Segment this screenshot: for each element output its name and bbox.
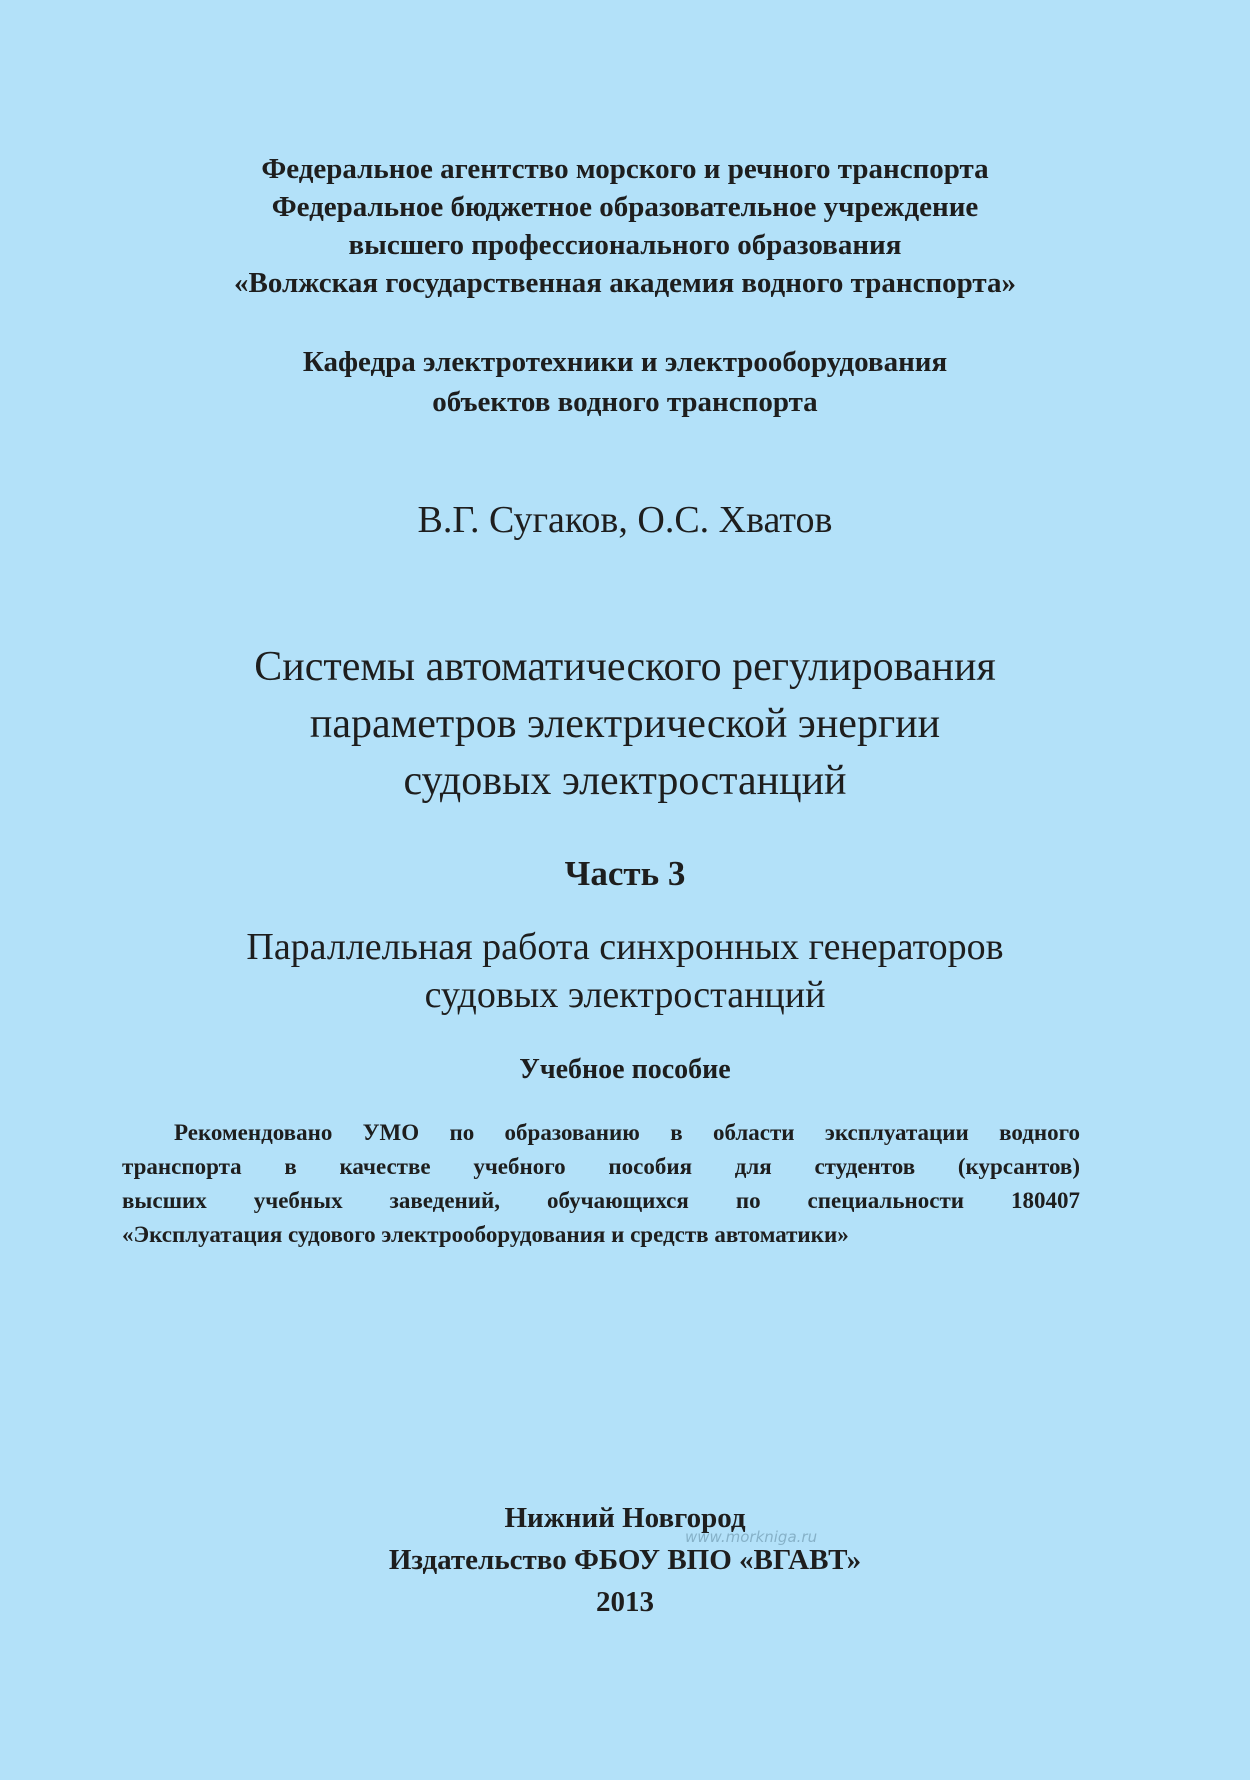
authors-text: В.Г. Сугаков, О.С. Хватов (417, 499, 833, 541)
book-title-line: судовых электростанций (403, 758, 847, 804)
department-line: Кафедра электротехники и электрооборудования (302, 346, 948, 378)
organization-header (0, 150, 1250, 302)
book-title-line: параметров электрической энергии (309, 701, 941, 747)
part-number (0, 853, 1250, 895)
authors (0, 497, 1250, 543)
department-header (0, 342, 1250, 422)
recommendation-line: Рекомендовано УМО по образованию в области эксплуатации водного (174, 1120, 1080, 1145)
organization-line: Федеральное бюджетное образовательное учреждение (271, 191, 979, 223)
organization-line: Федеральное агентство морского и речного транспорта (261, 153, 989, 185)
recommendation-paragraph (122, 1116, 1080, 1252)
recommendation-line: высших учебных заведений, обучающихся по специальности 180407 (122, 1188, 1080, 1213)
recommendation-line: транспорта в качестве учебного пособия для студентов (курсантов) (122, 1154, 1080, 1179)
book-subtitle-line: Параллельная работа синхронных генераторов (246, 926, 1004, 968)
organization-line: «Волжская государственная академия водного транспорта» (233, 267, 1016, 299)
imprint-publisher: Издательство ФБОУ ВПО «ВГАВТ» (388, 1544, 862, 1576)
imprint-city: Нижний Новгород (504, 1502, 746, 1534)
book-title (0, 639, 1250, 810)
recommendation-line: «Эксплуатация судового электрооборудования и средств автоматики» (122, 1222, 849, 1247)
document-type-text: Учебное пособие (519, 1054, 731, 1085)
book-title-line: Системы автоматического регулирования (254, 644, 996, 690)
department-line: объектов водного транспорта (432, 386, 818, 418)
book-subtitle-line: судовых электростанций (424, 974, 826, 1016)
watermark-text: www.morkniga.ru (685, 1528, 818, 1546)
document-type (0, 1052, 1250, 1088)
imprint-year: 2013 (596, 1586, 654, 1618)
organization-line: высшего профессионального образования (348, 229, 902, 261)
imprint (0, 1497, 1250, 1623)
book-subtitle (0, 923, 1250, 1019)
part-number-text: Часть 3 (564, 854, 686, 893)
